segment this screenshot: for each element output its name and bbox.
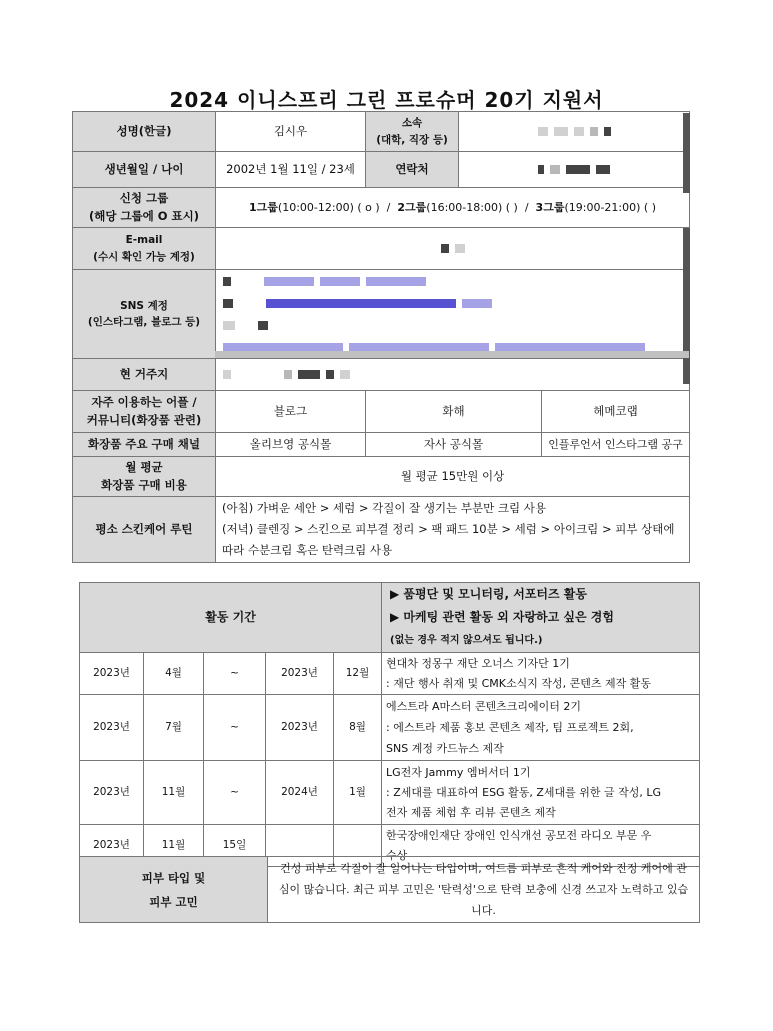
sns-label-main: SNS 계정: [120, 299, 168, 312]
sns-label-sub: (인스타그램, 블로그 등): [87, 316, 201, 328]
group-1-time: (10:00-12:00) ( o ): [277, 200, 380, 214]
apps-label-sub: 커뮤니티(화장품 관련): [86, 412, 202, 427]
affiliation-value-redacted: [459, 112, 690, 152]
form-title: 2024 이니스프리 그린 프로슈머 20기 지원서: [169, 88, 604, 112]
start-year: 2023년: [80, 695, 144, 761]
start-year: 2023년: [80, 761, 144, 825]
header-line-2: ▶ 마케팅 관련 활동 외 자랑하고 싶은 경험: [390, 610, 614, 624]
start-day: 15일: [204, 825, 266, 867]
end-month: 12월: [334, 653, 382, 695]
address-label: 현 거주지: [73, 359, 216, 391]
routine-value: [216, 497, 690, 563]
group-1-name: 1그룹: [249, 200, 278, 214]
group-label-main: 신청 그룹: [119, 190, 169, 205]
start-month: 7월: [144, 695, 204, 761]
activity-title: 한국장애인재단 장애인 인식개선 공모전 라디오 부문 우: [386, 828, 652, 842]
email-label-sub: (수시 확인 가능 계정): [93, 250, 195, 263]
skin-label-sub: 피부 고민: [149, 894, 198, 909]
group-label-sub: (해당 그룹에 O 표시): [88, 208, 200, 223]
activity-desc: [382, 761, 700, 825]
group-selection: [216, 188, 690, 228]
end-month: 8월: [334, 695, 382, 761]
skin-label: [80, 857, 268, 923]
spend-value: 월 평균 15만원 이상: [216, 457, 690, 497]
start-month: 11월: [144, 825, 204, 867]
group-3-name: 3그룹: [535, 200, 565, 214]
tilde: ~: [204, 653, 266, 695]
redaction-bar-1: [683, 113, 690, 193]
group-2-name: 2그룹: [397, 200, 427, 214]
group-sep-2: /: [524, 200, 529, 214]
channel-2: 자사 공식몰: [366, 433, 542, 457]
redaction-bar-3: [215, 351, 689, 358]
channel-3: 인플루언서 인스타그램 공구: [542, 433, 690, 457]
name-value: 김시우: [216, 112, 366, 152]
sns-value-redacted: [216, 270, 690, 359]
app-3: 헤메코랩: [542, 391, 690, 433]
end-year: 2023년: [266, 653, 334, 695]
spend-label-main: 월 평균: [125, 459, 163, 474]
routine-morning: (아침) 가벼운 세안 > 세럼 > 각질이 잘 생기는 부분만 크림 사용: [222, 501, 546, 515]
period-label: 활동 기간: [80, 583, 382, 653]
routine-label: 평소 스킨케어 루틴: [73, 497, 216, 563]
table-row: [80, 761, 700, 825]
start-month: 11월: [144, 761, 204, 825]
activity-desc: [382, 653, 700, 695]
activity-detail: 수상: [386, 848, 408, 862]
contact-value-redacted: [459, 152, 690, 188]
start-year: 2023년: [80, 653, 144, 695]
app-2: 화해: [366, 391, 542, 433]
birth-value: 2002년 1월 11일 / 23세: [216, 152, 366, 188]
email-value-redacted: [216, 228, 690, 270]
contact-label: 연락처: [366, 152, 459, 188]
skin-label-main: 피부 타입 및: [141, 870, 206, 885]
group-2-time: (16:00-18:00) ( ): [426, 200, 518, 214]
apps-label: [73, 391, 216, 433]
redaction-bar-2: [683, 228, 690, 384]
header-note: (없는 경우 적지 않으셔도 됩니다.): [390, 635, 543, 646]
app-1: 블로그: [216, 391, 366, 433]
activity-desc: [382, 695, 700, 761]
affiliation-label-sub: (대학, 직장 등): [376, 133, 448, 146]
address-value-redacted: [216, 359, 690, 391]
affiliation-label-main: 소속: [401, 117, 423, 130]
header-line-1: ▶ 품평단 및 모니터링, 서포터즈 활동: [390, 587, 587, 601]
activity-title: 에스트라 A마스터 콘텐츠크리에이터 2기: [386, 700, 582, 713]
spend-label-sub: 화장품 구매 비용: [101, 477, 187, 492]
group-3-time: (19:00-21:00) ( ): [564, 200, 656, 214]
activities-header: [382, 583, 700, 653]
channel-label: 화장품 주요 구매 채널: [73, 433, 216, 457]
skin-table: [79, 856, 700, 923]
tilde: ~: [204, 695, 266, 761]
activity-title: 현대차 정몽구 재단 오너스 기자단 1기: [386, 656, 570, 670]
group-label: [73, 188, 216, 228]
routine-evening: (저녁) 클렌징 > 스킨으로 피부결 정리 > 팩 패드 10분 > 세럼 > 아이크림 > 피부 상태에 따라 수분크림 혹은 탄력크림 사용: [222, 522, 675, 557]
end-month: 1월: [334, 761, 382, 825]
applicant-table: [72, 111, 690, 563]
activity-detail-2: 전자 제품 체험 후 리뷰 콘텐츠 제작: [386, 805, 556, 819]
activity-detail: : Z세대를 대표하여 ESG 활동, Z세대를 위한 글 작성, LG: [386, 785, 662, 799]
activity-detail: : 에스트라 제품 홍보 콘텐츠 제작, 팀 프로젝트 2회,: [386, 721, 634, 734]
start-year: 2023년: [80, 825, 144, 867]
email-label-main: E-mail: [125, 234, 163, 247]
table-row: [80, 653, 700, 695]
birth-label: 생년월일 / 나이: [73, 152, 216, 188]
spend-label: [73, 457, 216, 497]
group-sep-1: /: [386, 200, 391, 214]
email-label: [73, 228, 216, 270]
channel-1: 올리브영 공식몰: [216, 433, 366, 457]
activity-detail-2: SNS 계정 카드뉴스 제작: [386, 742, 504, 755]
skin-text: 건성 피부로 각질이 잘 일어나는 타입이며, 여드름 피부로 흔적 케어와 진정 케어에 관심이 많습니다. 최근 피부 고민은 '탄력성'으로 탄력 보충에 신경 쓰고자 노력하고 있습니다.: [268, 857, 700, 923]
activity-title: LG전자 Jammy 엠버서더 1기: [386, 765, 531, 779]
table-row: [80, 695, 700, 761]
apps-label-main: 자주 이용하는 어플 /: [91, 394, 197, 409]
end-year: 2024년: [266, 761, 334, 825]
affiliation-label: [366, 112, 459, 152]
start-month: 4월: [144, 653, 204, 695]
activities-table: [79, 582, 700, 867]
activity-detail: : 재단 행사 취재 및 CMK소식지 작성, 콘텐츠 제작 활동: [386, 676, 651, 690]
sns-label: [73, 270, 216, 359]
end-year: 2023년: [266, 695, 334, 761]
name-label: 성명(한글): [73, 112, 216, 152]
tilde: ~: [204, 761, 266, 825]
